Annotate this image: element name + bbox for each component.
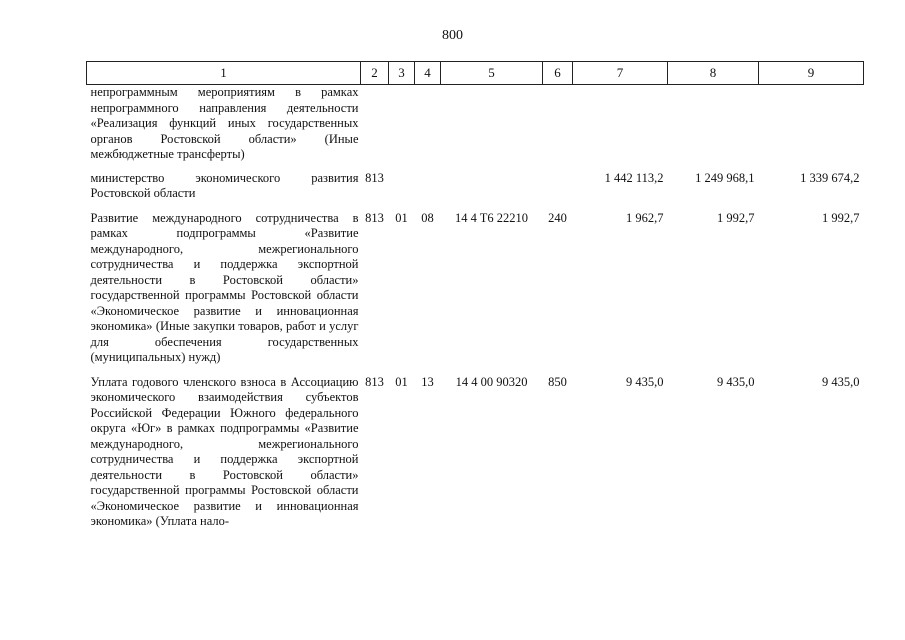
row-amount-1: 1 442 113,2: [604, 170, 664, 185]
row-section: 01: [395, 374, 408, 389]
header-cell-8: 8: [668, 62, 759, 85]
header-cell-4: 4: [415, 62, 441, 85]
row-amount-1: 1 962,7: [626, 210, 664, 225]
row-amount-2: 1 249 968,1: [695, 170, 755, 185]
row-expense-type: 850: [548, 374, 567, 389]
budget-table: [86, 61, 864, 530]
row-amount-3: [759, 85, 864, 171]
header-cell-9: 9: [759, 62, 864, 85]
header-cell-3: 3: [389, 62, 415, 85]
table-row: [87, 171, 864, 211]
row-code-admin: 813: [365, 374, 384, 389]
row-subsection: 13: [421, 374, 434, 389]
row-target-item: [441, 85, 543, 171]
row-subsection: 08: [421, 210, 434, 225]
row-amount-1: [573, 85, 668, 171]
row-expense-type: 240: [548, 210, 567, 225]
table-row: [87, 375, 864, 530]
row-amount-1: 9 435,0: [626, 374, 664, 389]
row-section: [389, 85, 415, 171]
table-row: [87, 85, 864, 171]
row-amount-2: 1 992,7: [717, 210, 755, 225]
row-subsection: [415, 85, 441, 171]
row-amount-3: 1 339 674,2: [800, 170, 860, 185]
row-amount-3: 1 992,7: [822, 210, 860, 225]
header-cell-1: 1: [87, 62, 361, 85]
row-description: министерство экономического развития Ростовской области: [90, 170, 359, 200]
row-target-item: 14 4 00 90320: [455, 374, 528, 389]
row-target-item: [441, 171, 543, 211]
row-section: 01: [395, 210, 408, 225]
row-description: Уплата годового членского взноса в Ассоциацию экономического взаимодействия субъектов Российской Федерации Южного федерального округа «Юг» в рамках подпрограммы «Развитие международного, межрегионального сотрудничества и поддержка экспортной деятельности в Ростовской области» государственной программы Ростовской области «Экономическое развитие и инновационная экономика» (Уплата нало-: [90, 374, 359, 528]
row-code-admin: 813: [365, 170, 384, 185]
row-subsection: [415, 171, 441, 211]
row-description: непрограммным мероприятиям в рамках непрограммного направления деятельности «Реализация функций иных государственных органов Ростовской области» (Иные межбюджетные трансферты): [90, 85, 359, 161]
row-expense-type: [543, 171, 573, 211]
row-description: Развитие международного сотрудничества в рамках подпрограммы «Развитие международного, межрегионального сотрудничества и поддержка экспортной деятельности в Ростовской области» государственной программы Ростовской области «Экономическое развитие и инновационная экономика» (Иные закупки товаров, работ и услуг для обеспечения государственных (муниципальных) нужд): [90, 210, 359, 364]
row-amount-3: 9 435,0: [822, 374, 860, 389]
row-code-admin: [361, 85, 389, 171]
header-cell-7: 7: [573, 62, 668, 85]
row-amount-2: [668, 85, 759, 171]
row-expense-type: [543, 85, 573, 171]
header-row: [87, 62, 864, 85]
row-amount-2: 9 435,0: [717, 374, 755, 389]
row-section: [389, 171, 415, 211]
page-number: 800: [442, 28, 463, 43]
header-cell-5: 5: [441, 62, 543, 85]
header-cell-6: 6: [543, 62, 573, 85]
row-target-item: 14 4 T6 22210: [454, 210, 529, 225]
row-code-admin: 813: [365, 210, 384, 225]
table-row: [87, 211, 864, 375]
header-cell-2: 2: [361, 62, 389, 85]
